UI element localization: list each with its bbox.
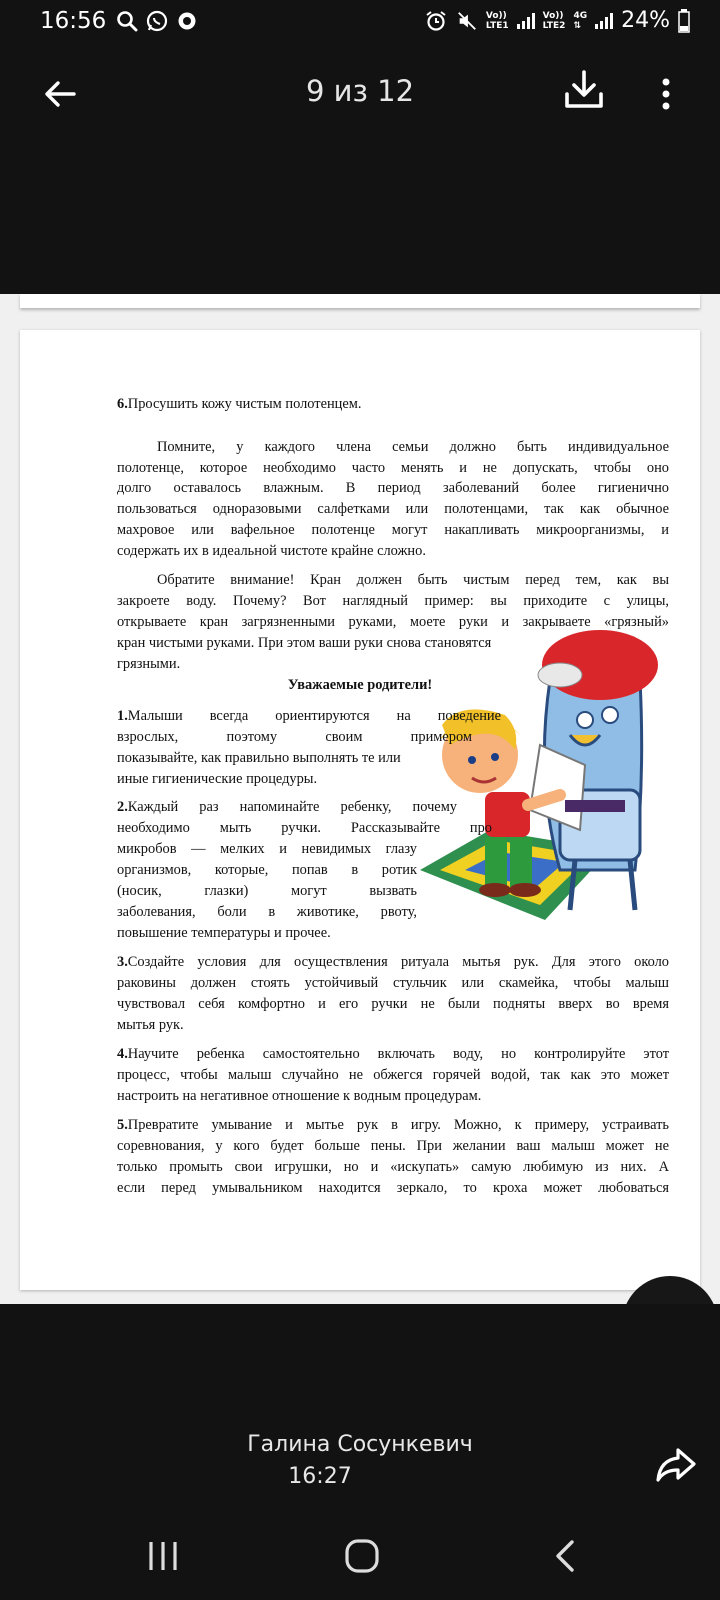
document-text-line xyxy=(117,394,669,416)
document-text-line: долго оставалось влажным. В период заболеваний более гигиенично xyxy=(117,480,669,496)
signal-icon xyxy=(517,13,535,29)
document-text-line: микробов — мелких и невидимых глазу xyxy=(117,841,417,857)
whatsapp-icon xyxy=(145,9,169,33)
document-text-line: открываете кран загрязненными руками, моете руки и закрываете «грязный» xyxy=(117,614,669,630)
chat-bubble-icon xyxy=(175,9,199,33)
sim1-vo: Vo)) xyxy=(485,10,507,21)
list-text: Научите ребенка самостоятельно включать воду, но контролируйте этот xyxy=(127,1046,669,1062)
recent-apps-icon[interactable] xyxy=(145,1538,181,1574)
document-text-line: заболевания, боли в животике, рвоту, xyxy=(117,904,417,920)
data-arrows-icon: ⇅ xyxy=(573,20,581,31)
list-text: Каждый раз напоминайте ребенку, почему xyxy=(127,799,457,815)
document-text-line: махровое или вафельное полотенце могут накапливать микроорганизмы, и xyxy=(117,522,669,538)
document-text-line: полотенце, которое необходимо часто менять и не допускать, чтобы оно xyxy=(117,460,669,476)
notification-icons xyxy=(115,9,199,33)
document-text-line: иные гигиенические процедуры. xyxy=(117,771,318,787)
document-text-line xyxy=(117,952,669,974)
search-icon xyxy=(115,9,139,33)
signal-icon-2 xyxy=(595,13,613,29)
share-icon[interactable] xyxy=(654,1444,698,1484)
more-vert-icon[interactable] xyxy=(652,74,680,114)
status-time: 16:56 xyxy=(40,8,107,34)
document-text-line xyxy=(117,1115,669,1137)
document-text-line xyxy=(117,1044,669,1066)
list-number: 4. xyxy=(117,1046,128,1062)
document-text-line: раковины должен стоять устойчивый стульчик или скамейка, чтобы малыш xyxy=(117,975,669,991)
list-number: 5. xyxy=(117,1117,128,1133)
status-bar xyxy=(0,0,720,44)
sender-name: Галина Сосункевич xyxy=(247,1432,473,1457)
document-text-line: мытья рук. xyxy=(117,1017,184,1033)
document-page xyxy=(20,330,700,1290)
sim1-lte: LTE1 xyxy=(485,20,509,31)
battery-icon xyxy=(678,9,690,33)
document-text-line: грязными. xyxy=(117,656,181,672)
document-heading: Уважаемые родители! xyxy=(287,677,433,693)
document-text-line xyxy=(117,706,501,728)
status-right xyxy=(424,8,690,33)
list-number: 3. xyxy=(117,954,128,970)
sim2-indicator xyxy=(543,11,566,31)
document-text-line: Помните, у каждого члена семьи должно быть индивидуальное xyxy=(157,439,669,455)
list-number: 6. xyxy=(117,396,128,412)
document-text-line: закроете воду. Почему? Вот наглядный пример: вы приходите с улицы, xyxy=(117,593,669,609)
document-text-line: (носик, глазки) могут вызвать xyxy=(117,883,417,899)
nav-back-icon[interactable] xyxy=(552,1538,580,1574)
document-text-line: повышение температуры и прочее. xyxy=(117,925,331,941)
sim2-lte: LTE2 xyxy=(542,20,566,31)
document-text-line xyxy=(117,797,457,819)
sim2-vo: Vo)) xyxy=(542,10,564,21)
document-text-line: Обратите внимание! Кран должен быть чистым перед тем, как вы xyxy=(157,572,669,588)
document-text-line: содержать их в идеальной чистоте крайне сложно. xyxy=(117,543,426,559)
document-text-line: организмов, которые, попав в ротик xyxy=(117,862,417,878)
list-number: 1. xyxy=(117,708,128,724)
list-text: Просушить кожу чистым полотенцем. xyxy=(127,396,362,412)
app-bar xyxy=(0,44,720,294)
battery-percent: 24% xyxy=(621,8,670,33)
document-viewer[interactable] xyxy=(0,294,720,1304)
list-text: Малыши всегда ориентируются на поведение xyxy=(127,708,501,724)
document-text-line: настроить на негативное отношение к водным процедурам. xyxy=(117,1088,482,1104)
alarm-icon xyxy=(424,9,448,33)
document-text-line: только промыть свои игрушки, но и «искупать» самую любимую из них. А xyxy=(117,1159,669,1175)
mute-icon xyxy=(456,10,478,32)
document-text-line: показывайте, как правильно выполнять те или xyxy=(117,750,401,766)
list-text: Создайте условия для осуществления ритуала мытья рук. Для этого около xyxy=(127,954,669,970)
network-label: 4G xyxy=(573,10,588,21)
document-text-line: необходимо мыть ручки. Рассказывайте про xyxy=(117,820,492,836)
document-text-line: пользоваться одноразовыми салфетками или полотенцами, так как обычное xyxy=(117,501,669,517)
list-number: 2. xyxy=(117,799,128,815)
document-text-line: взрослых, поэтому своим примером xyxy=(117,729,472,745)
download-icon[interactable] xyxy=(562,68,606,112)
sim1-indicator xyxy=(486,11,509,31)
sent-time: 16:27 xyxy=(288,1464,352,1489)
document-text-line: кран чистыми руками. При этом ваши руки снова становятся xyxy=(117,635,492,651)
list-text: Превратите умывание и мытье рук в игру. Можно, к примеру, устраивать xyxy=(127,1117,669,1133)
document-text-line: если перед умывальником находится зеркало, то кроха может любоваться xyxy=(117,1180,669,1196)
home-icon[interactable] xyxy=(344,1538,380,1574)
page-counter: 9 из 12 xyxy=(305,74,415,108)
document-text-line: соревнования, у кого будет больше пены. При желании ваш малыш может не xyxy=(117,1138,669,1154)
document-text-line: процесс, чтобы малыш случайно не обжегся горячей водой, так как это может xyxy=(117,1067,669,1083)
document-text-line: чувствовал себя комфортно и его ручки не были подняты вверх во время xyxy=(117,996,669,1012)
network-type xyxy=(573,11,587,31)
previous-page-edge xyxy=(20,294,700,308)
